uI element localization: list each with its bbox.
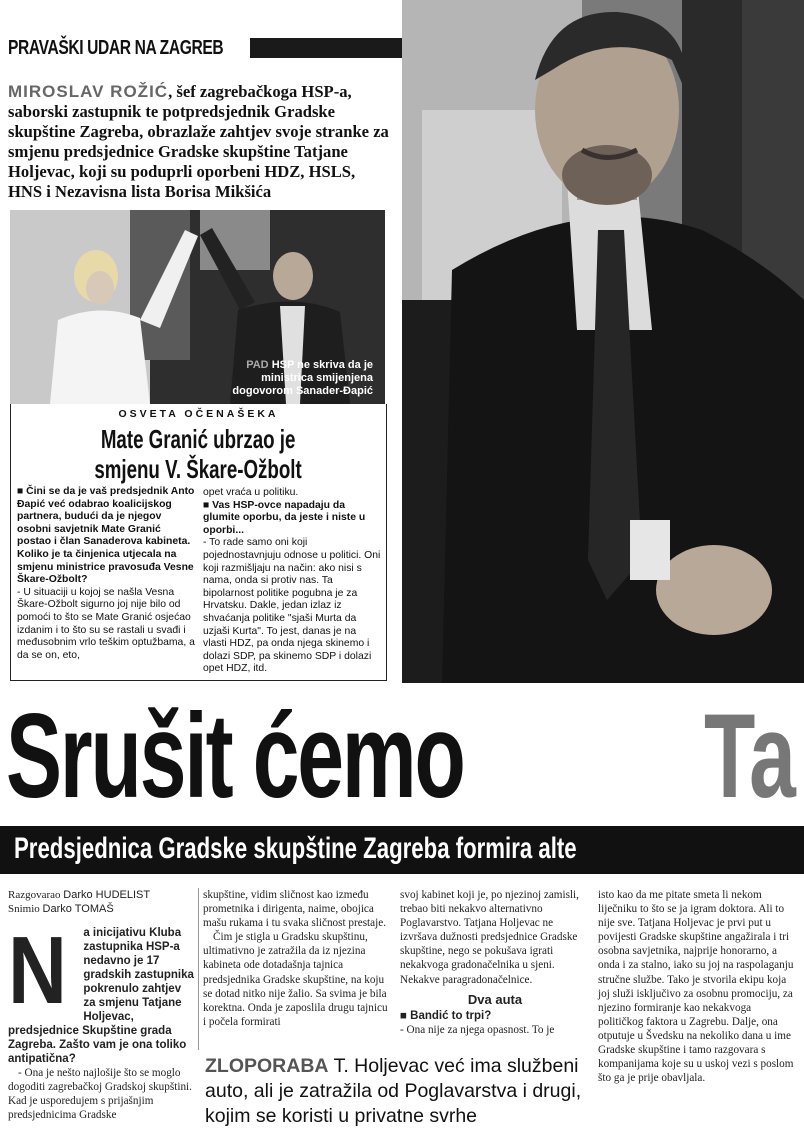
column-rule bbox=[198, 888, 199, 1050]
intro-name: MIROSLAV ROŽIĆ bbox=[8, 82, 169, 101]
article-column-2 bbox=[203, 888, 393, 1029]
box-headline-line1: Mate Granić ubrzao je bbox=[101, 424, 296, 454]
credit-photo: Snimio Darko TOMAŠ bbox=[8, 903, 114, 915]
main-headline-text: Srušit ćemo bbox=[6, 689, 464, 823]
credits bbox=[8, 888, 196, 916]
article-column-3 bbox=[400, 888, 590, 1037]
pull-quote-text: T. Holjevac već ima službeni auto, ali je zatražila od Poglavarstva i drugi, kojim se koristi u privatne svrhe bbox=[205, 1055, 582, 1127]
photo-left bbox=[10, 210, 385, 404]
box-headline-line2: smjenu V. Škare-Ožbolt bbox=[94, 454, 303, 484]
lead-block bbox=[8, 917, 196, 1066]
main-headline-cut: Ta bbox=[704, 689, 796, 823]
photo-right bbox=[402, 0, 804, 683]
lead-question: a inicijativu Kluba zastupnika HSP-a nedavno je 17 gradskih zastupnika pokrenulo zahtjev za smjenu Tatjane Holjevac, predsjednice Skupštine grada Zagreba. Zašto vam je ona toliko antipatična? bbox=[8, 927, 194, 1065]
photo-left-caption bbox=[223, 359, 373, 398]
box-answer-1-cont: opet vraća u politiku. bbox=[203, 487, 299, 498]
subheadline-text: Predsjednica Gradske skupštine Zagreba formira alte bbox=[14, 832, 577, 865]
main-headline bbox=[6, 690, 660, 822]
col3-answer: - Ona nije za njega opasnost. To je bbox=[400, 1023, 555, 1036]
credit-interview: Razgovarao Darko HUDELIST bbox=[8, 889, 151, 901]
col3-paragraph-1: svoj kabinet koji je, po njezinoj zamisli, trebao biti nekakvo alternativno Poglavarstvo. Tatjana Holjevac ne izvršava dužnosti predsjednice Gradske skupštine, nego se pokušava igrati nekakvoga gradonačelnika u sjeni. Nekakve paragradonačelnice. bbox=[400, 889, 579, 986]
box-headline bbox=[11, 424, 386, 484]
article-column-1 bbox=[8, 888, 196, 1122]
pull-quote bbox=[205, 1054, 593, 1129]
section-label: PRAVAŠKI UDAR NA ZAGREB bbox=[8, 37, 224, 59]
photo-right-image bbox=[402, 0, 804, 683]
subheadline-bar bbox=[0, 826, 804, 874]
col2-paragraph-1: skupštine, vidim sličnost kao između prometnika i dirigenta, naime, obojica mašu rukama i tu svaka sličnost prestaje. bbox=[203, 889, 386, 930]
intro-text: , šef zagrebačkoga HSP-a, saborski zastupnik te potpredsjednik Gradske skupštine Zagreba, obrazlaže zahtjev svoje stranke za smjenu predsjednice Gradske skupštine Tatjane Holjevac, koji su poduprli oporbeni HDZ, HSLS, HNS i Nezavisna lista Borisa Mikšića bbox=[8, 82, 389, 201]
box-answer-2: - To rade samo oni koji pojednostavnjuju odnose u politici. Oni koji razmišljaju na način: ako nisi s nama, onda si protiv nas. Ta bipolarnost politike pogubna je za Hrvatsku. Dakle, jedan izlaz iz shvaćanja politike "sjaši Murta da uzjaši Kurta". To jest, danas je na vlasti HDZ, pa onda njega skinemo i dolazi SDP, pa skinemo SDP i dolazi opet HDZ, itd. bbox=[203, 537, 381, 675]
caption-text: HSP ne skriva da je ministrica smijenjena dogovorom Sanader-Đapić bbox=[232, 359, 373, 397]
col4-paragraph-1: isto kao da me pitate smeta li nekom liječniku to što se ja igram doktora. Ali to nije sve. Tatjana Holjevac je prvi put u povijesti Gradske skupštine angažirala i tri osobna savjetnika, najprije honorarno, a onda i za stalno, iako su joj na raspolaganju stručne službe. Tako je stvorila ekipu koja joj služi isključivo za osobnu promociju, za njezino formiranje kao nekakvoga političkog faktora u Zagrebu. Dalje, ona otputuje u Švedsku na nekoliko dana u ime Gradske skupštine i tamo razgovara s kompanijama koje su u uskoj vezi s poslom što ga je prije obavljala. bbox=[598, 889, 794, 1085]
article-column-4 bbox=[598, 888, 798, 1085]
dropcap: N bbox=[8, 917, 67, 1024]
box-kicker: OSVETA OČENAŠEKA bbox=[118, 408, 279, 420]
subhead-dva-auta: Dva auta bbox=[467, 991, 523, 1007]
box-question-1: ■ Čini se da je vaš predsjednik Anto Đapić već odabrao koalicijskog partnera, budući da je njegov osobni savjetnik Mate Granić postao i član Sanaderova kabineta. Koliko je ta činjenica utjecala na smjenu ministrice pravosuđa Vesne Škare-Ožbolt? bbox=[17, 486, 195, 586]
box-column-right bbox=[203, 487, 381, 676]
col2-paragraph-2: Čim je stigla u Gradsku skupštinu, ultimativno je zatražila da iz njezina kabineta ode dotadašnja tajnica predsjednika Gradske skupštine, na koju se dotad nitko nije žalio. Sa svima je bila korektna. Onda je zaposlila drugu tajnicu i počela formirati bbox=[203, 931, 388, 1028]
sidebar-box bbox=[10, 404, 387, 681]
caption-tag: PAD bbox=[246, 359, 269, 371]
section-header bbox=[8, 35, 400, 61]
col3-question: ■ Bandić to trpi? bbox=[400, 1009, 492, 1022]
box-answer-1: - U situaciji u kojoj se našla Vesna Škare-Ožbolt sigurno joj nije bilo od pomoći to što se Mate Granić osjećao izdanim i to što su se rastali u svađi i međusobnim vrlo teškim optužbama, a da se on, eto, bbox=[17, 586, 195, 661]
answer-paragraph-1: - Ona je nešto najlošije što se moglo dogoditi zagrebačkoj Gradskoj skupštini. Kad je usporedujem s prijašnjim predsjednicima Gradske bbox=[8, 1067, 192, 1122]
pull-quote-tag: ZLOPORABA bbox=[205, 1055, 329, 1077]
intro-paragraph bbox=[8, 82, 392, 202]
box-question-2: ■ Vas HSP-ovce napadaju da glumite oporbu, da jeste i niste u oporbi... bbox=[203, 499, 366, 536]
box-column-left bbox=[17, 486, 195, 662]
section-bar bbox=[250, 38, 402, 58]
